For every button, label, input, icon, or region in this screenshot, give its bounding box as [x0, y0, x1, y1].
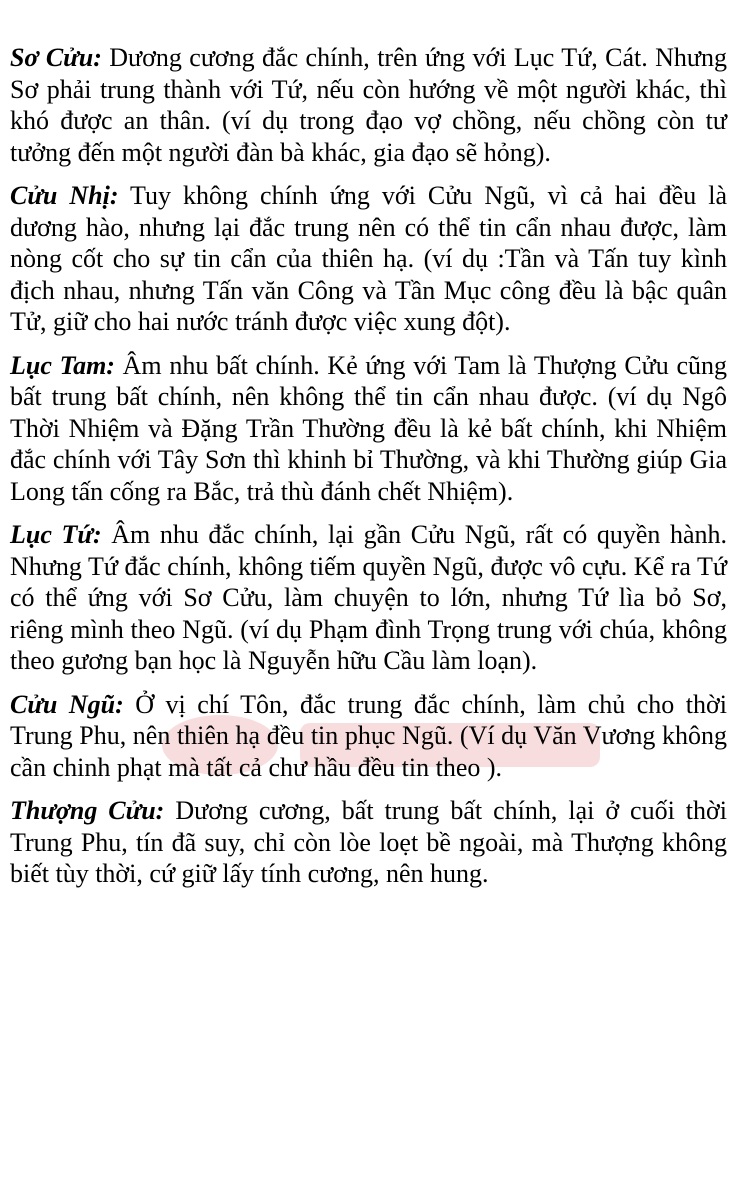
line-text: Ở vị chí Tôn, đắc trung đắc chính, làm chủ cho thời Trung Phu, nên thiên hạ đều tin phục Ngũ. (Ví dụ Văn Vương không cần chinh phạt mà tất cả chư hầu đều tin theo ). [10, 689, 727, 782]
line-label: Sơ Cửu: [10, 43, 102, 72]
line-text: Dương cương, bất trung bất chính, lại ở cuối thời Trung Phu, tín đã suy, chỉ còn lòe loẹt bề ngoài, mà Thượng không biết tùy thời, cứ giữ lấy tính cương, nên hung. [10, 796, 727, 888]
paragraph-cuu-ngu [10, 689, 727, 784]
line-label: Lục Tam: [10, 350, 115, 380]
line-text: Âm nhu bất chính. Kẻ ứng với Tam là Thượng Cửu cũng bất trung bất chính, nên không thể tin cẩn nhau được. (ví dụ Ngô Thời Nhiệm và Đặng Trần Thường đều là kẻ bất chính, khi Nhiệm đắc chính với Tây Sơn thì khinh bỉ Thường, và khi Thường giúp Gia Long tấn cống ra Bắc, trả thù đánh chết Nhiệm). [10, 350, 727, 506]
line-label: Thượng Cửu: [10, 796, 165, 825]
paragraph-luc-tam [10, 350, 727, 508]
paragraph-so-cuu [10, 42, 727, 168]
line-text: Âm nhu đắc chính, lại gần Cửu Ngũ, rất có quyền hành. Nhưng Tứ đắc chính, không tiếm quyền Ngũ, được vô cựu. Kể ra Tứ có thể ứng với Sơ Cửu, làm chuyện to lớn, nhưng Tứ lìa bỏ Sơ, riêng mình theo Ngũ. (ví dụ Phạm đình Trọng trung với chúa, không theo gương bạn học là Nguyễn hữu Cầu làm loạn). [10, 520, 728, 675]
line-text: Tuy không chính ứng với Cửu Ngũ, vì cả hai đều là dương hào, nhưng lại đắc trung nên có thể tin cẩn nhau được, làm nòng cốt cho sự tin cẩn của thiên hạ. (ví dụ :Tần và Tấn tuy kình địch nhau, nhưng Tấn văn Công và Tần Mục công đều là bậc quân Tử, giữ cho hai nước tránh được việc xung đột). [10, 181, 727, 336]
paragraph-thuong-cuu [10, 795, 727, 890]
line-label: Cửu Ngũ: [10, 689, 124, 719]
line-label: Lục Tứ: [10, 520, 102, 549]
document-body [10, 42, 727, 902]
line-label: Cửu Nhị: [10, 181, 119, 210]
paragraph-cuu-nhi [10, 180, 727, 338]
paragraph-luc-tu [10, 519, 727, 677]
line-text: Dương cương đắc chính, trên ứng với Lục Tứ, Cát. Nhưng Sơ phải trung thành với Tứ, nếu còn hướng về một người khác, thì khó được an thân. (ví dụ trong đạo vợ chồng, nếu chồng còn tư tưởng đến một người đàn bà khác, gia đạo sẽ hỏng). [10, 43, 727, 167]
